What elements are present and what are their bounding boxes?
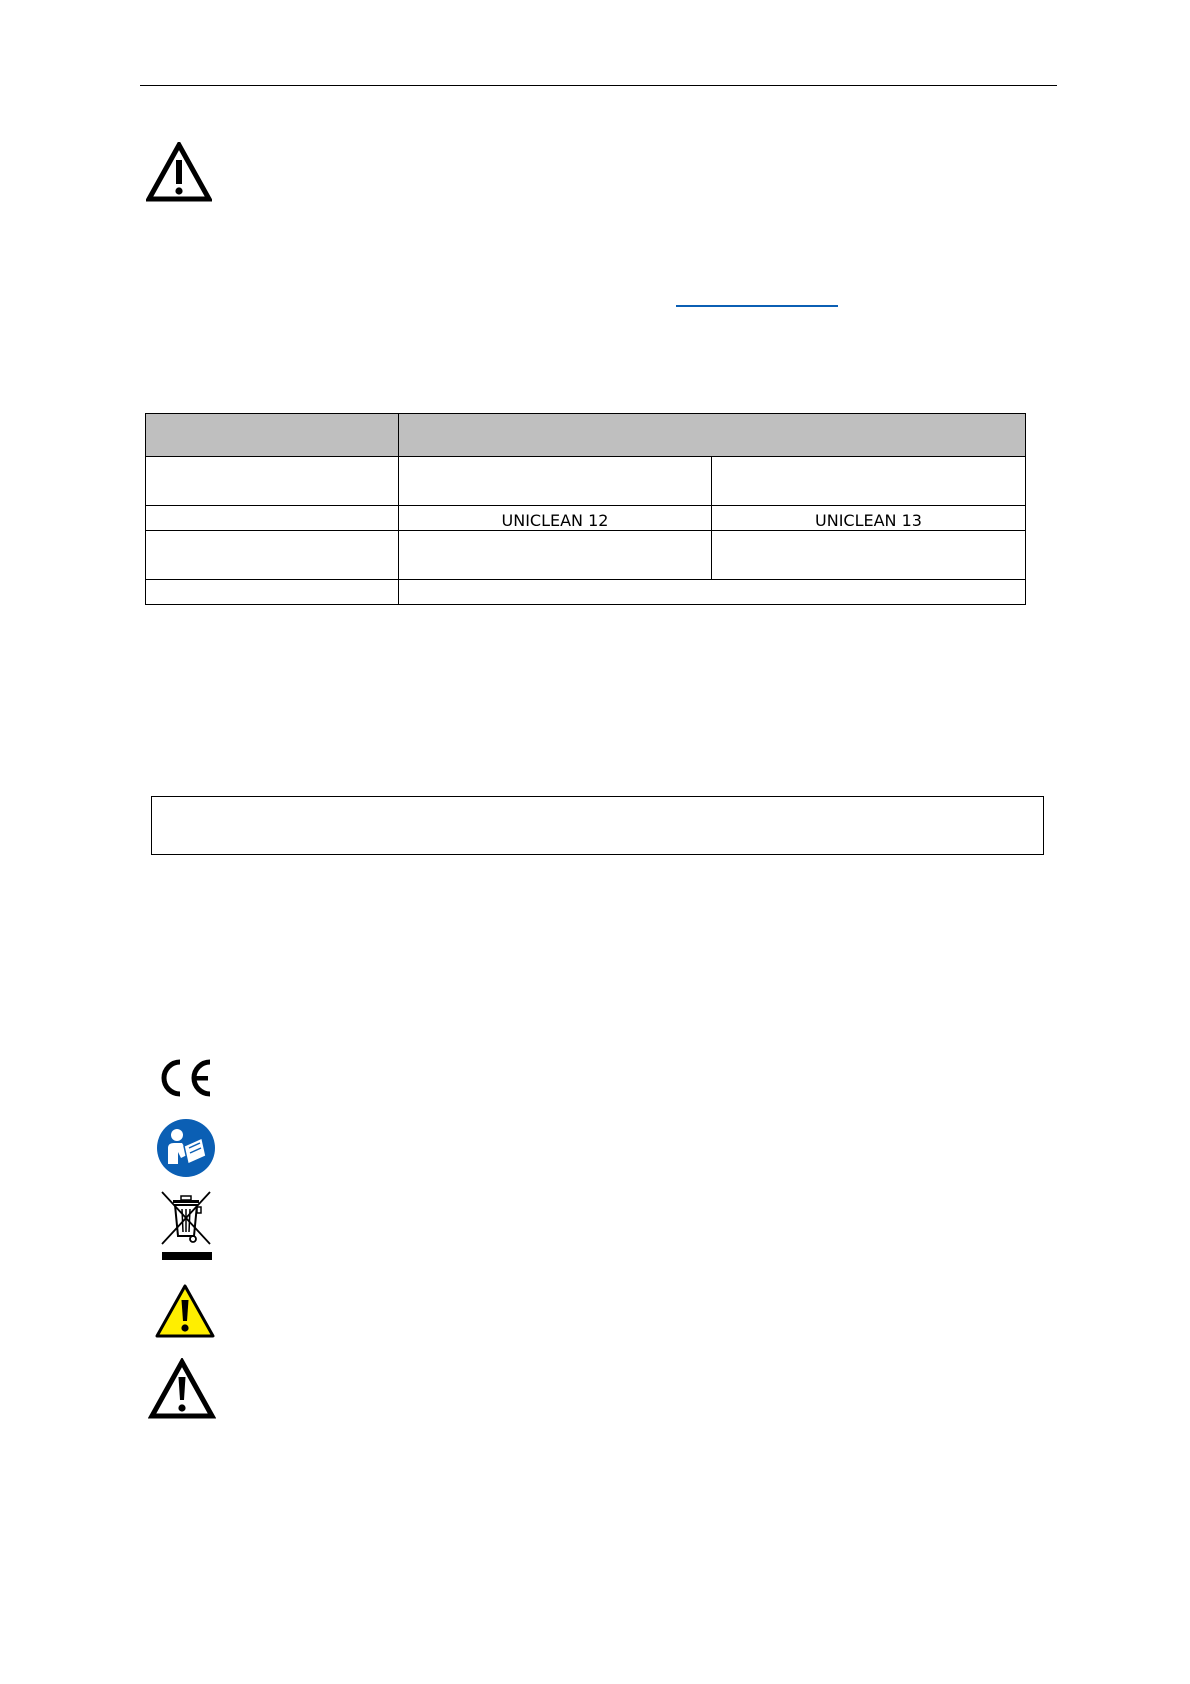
header-rule xyxy=(140,85,1057,86)
read-manual-icon xyxy=(156,1118,216,1178)
warning-icon xyxy=(146,142,212,202)
header-cell xyxy=(146,414,399,457)
notice-box xyxy=(151,796,1044,855)
table-cell xyxy=(399,457,712,506)
table-cell xyxy=(712,531,1026,580)
table-header-row xyxy=(146,414,1026,457)
model-cell: UNICLEAN 12 xyxy=(399,506,712,531)
warning-icon xyxy=(148,1358,216,1420)
header-cell xyxy=(399,414,1026,457)
table-cell xyxy=(146,457,399,506)
model-cell: UNICLEAN 13 xyxy=(712,506,1026,531)
table-cell xyxy=(146,506,399,531)
table-row xyxy=(146,506,1026,531)
table-cell xyxy=(399,531,712,580)
table-cell xyxy=(146,580,399,605)
spec-table xyxy=(145,413,1026,605)
table-cell xyxy=(712,457,1026,506)
table-cell xyxy=(399,580,1026,605)
table-cell xyxy=(146,531,399,580)
crossed-out-bin-icon xyxy=(156,1190,216,1262)
yellow-warning-icon xyxy=(154,1283,216,1339)
ce-mark-icon xyxy=(158,1057,216,1099)
table-row xyxy=(146,457,1026,506)
hyperlink-underline[interactable] xyxy=(676,305,838,307)
table-row xyxy=(146,531,1026,580)
table-row xyxy=(146,580,1026,605)
